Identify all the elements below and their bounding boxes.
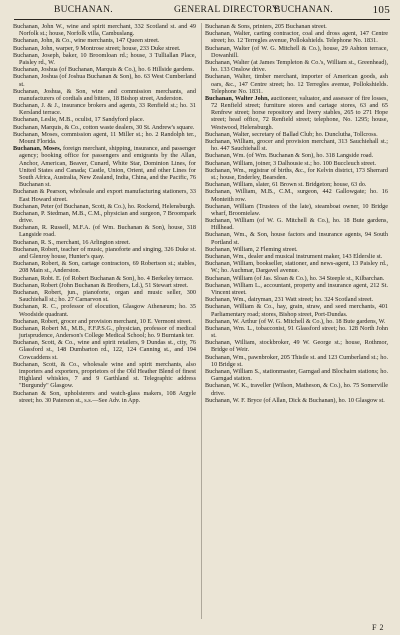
entry-text: Buchanan, W. F. Bryce (of Allan, Dick & Buchanan), ho. 10 Glasgow st. [205,396,385,404]
directory-entry [205,368,388,382]
directory-entry [205,188,388,202]
directory-entry [13,339,196,361]
column-divider [201,23,202,619]
directory-entry [205,160,388,167]
entry-text: Buchanan, Joseph, baker, 10 Broomloan rd.; house, 3 Tulliallan Place, Paisley rd., W. [13,51,196,66]
directory-entry [13,239,196,246]
header-center: GENERAL DIRECTORY. [174,5,281,15]
directory-entry [205,152,388,159]
entry-text: Buchanan, R. Russell, M.F.A. (of Wm. Buchanan & Son), house, 318 Langside road. [13,224,196,239]
directory-entry [205,73,388,95]
directory-entry [205,167,388,181]
directory-entry [205,397,388,404]
directory-entry [205,253,388,260]
entry-text: Buchanan, Robert, jun., pianoforte, organ and music seller, 300 Sauchiehall st.; ho. 27 Carnarvon st. [13,288,196,304]
directory-entry [13,224,196,238]
entry-text: Buchanan, William & Co., hay, grain, straw, and seed merchants, 401 Parliamentary road; stores, Bishop street, Port-Dundas. [205,303,388,318]
directory-entry [13,102,196,116]
entry-text: Buchanan, Joshua (of Buchanan, Marquis & Co.), ho. 6 Hillside gardens. [13,66,195,74]
entry-text: Buchanan, Marquis, & Co., cotton waste dealers, 30 St. Andrew's square. [13,123,195,131]
directory-entry [205,296,388,303]
directory-entry [205,282,388,296]
directory-entry [13,210,196,224]
entry-text: auctioneer, valuator, and assessor of fire losses, 72 Renfield street; furniture stores and cartage stores, 63 and 65 Renfrew street; horse repository and livery stables, 265 to 271 Hope street; head office, 72 Renfield street; telephone, No. 1295; house, Westwood, Helensburgh. [211,94,389,131]
entry-text: Buchanan & Pearson, wholesale and export manufacturing stationers, 33 East Howard street. [13,188,196,203]
entry-text: Buchanan, Walter (at James Templeton & Co.'s, William st., Greenhead), ho. 133 Onslow drive. [205,58,388,74]
page-number: 105 [372,4,390,16]
directory-entry [13,361,196,390]
directory-entry [205,95,388,131]
entry-text: Buchanan, Wm. L., tobacconist, 91 Glassford street; ho. 128 North John st. [205,324,388,340]
entry-text: Buchanan, W. Arthur (of W. G. Mitchell & Co.), ho. 18 Bute gardens, W. [205,317,386,325]
entry-text: Buchanan, William, joiner, 3 Dalhousie st.; ho. 100 Buccleuch street. [205,159,377,167]
entry-text: Buchanan & Sons, printers, 205 Buchanan street. [205,23,327,30]
entry-text: Buchanan, Joshua, & Son, wine and commission merchants, and manufacturers of cordials and bitters, 18 Bishop street, Anderston. [13,87,196,102]
directory-entry [205,30,388,44]
entry-text: Buchanan, William, M.B., C.M., surgeon, 442 Gallowgate; ho. 16 Monteith row. [205,188,388,203]
directory-entry [13,116,196,123]
directory-entry [13,390,196,404]
entry-text: Buchanan, Walter, secretary of Ballad Club; ho. Dunclutha, Tollcross. [205,130,378,138]
entry-text: Buchanan, John W., wine and spirit merchant, 332 Scotland st. and 49 Norfolk st.; house, Norfolk villa, Cambuslang. [13,23,196,38]
directory-entry [13,145,196,188]
entry-text: Buchanan, Robert, teacher of music, pianoforte and singing, 326 Duke st. and Glenroy house, Hunter's quay. [13,245,196,260]
directory-entry [13,260,196,274]
entry-text: Buchanan, Wm., dealer and musical instrument maker, 143 Elderslie st. [205,253,383,260]
directory-entry [13,37,196,44]
directory-entry [205,246,388,253]
entry-text: Buchanan, W. K., traveller (Wilson, Matheson, & Co.), ho. 75 Somerville drive. [205,382,388,397]
directory-entry [13,45,196,52]
directory-entry [205,131,388,138]
entry-text: Buchanan, William, stockbroker, 49 W. George st.; house, Rothmor, Bridge of Weir. [205,339,388,354]
entry-text: Buchanan, Robert, & Son, cartage contractors, 69 Robertson st.; stables, 208 Main st., Anderston. [13,260,196,275]
directory-entry [13,124,196,131]
entry-text: Buchanan, Robt. E. (of Robert Buchanan & Son), ho. 4 Berkeley terrace. [13,274,194,282]
directory-entry [13,325,196,339]
entry-text: Buchanan, Peter (of Buchanan, Scott, & Co.), ho. Rockend, Helensburgh. [13,202,196,210]
entry-text: Buchanan, Robert (John Buchanan & Brothers, Ld.), 51 Stewart street. [13,281,189,289]
entry-text: Buchanan, P. Stedman, M.B., C.M., physician and surgeon, 7 Broompark drive. [13,209,196,225]
directory-entry [13,66,196,73]
page-header [14,5,390,20]
entry-text: Buchanan & Son, upholsterers and watch-glass makers, 108 Argyle street; ho. 30 Paterson st., s.s.—See Adv. in App. [13,389,196,404]
right-column [205,23,388,404]
directory-entry [13,188,196,202]
entry-text: Buchanan, William S., stationmaster, Garngad and Blochairn stations; ho. Garngad station. [205,368,388,383]
directory-entry [205,260,388,274]
entry-text: Buchanan, Wm. (of Wm. Buchanan & Son), ho. 318 Langside road. [205,152,374,160]
directory-entry [13,73,196,87]
left-column [13,23,196,404]
directory-entry [205,318,388,325]
entry-text: Buchanan, J. & J., insurance brokers and agents, 33 Renfield st.; ho. 31 Kersland terrace. [13,102,196,117]
entry-text: Buchanan, Wm., pawnbroker, 205 Thistle st. and 123 Cumberland st.; ho. 10 Bridge st. [205,353,388,368]
entry-text: Buchanan, Joshua (of Joshua Buchanan & Son), ho. 63 West Cumberland st. [13,73,196,88]
directory-entry [13,88,196,102]
entry-name: Buchanan, Walter John, [205,94,270,102]
directory-entry [13,318,196,325]
directory-entry [13,52,196,66]
entry-text: Buchanan, Scott, & Co., wine and spirit retailers, 9 Dundas st., city, 76 Glassford st., 148 Dumbarton rd., 122, 124 Canning st., and 194 Cowcaddens st. [13,339,196,361]
directory-entry [13,282,196,289]
entry-text: Buchanan, Wm., & Son, house factors and insurance agents, 94 South Portland st. [205,231,388,246]
directory-entry [13,303,196,317]
directory-entry [13,23,196,37]
entry-text: Buchanan, Wm., registrar of births, &c., for Kelvin district, 173 Sherrard st.; house, Enderley, Bearsden. [205,166,388,181]
directory-entry [205,325,388,339]
header-left: BUCHANAN. [54,5,113,15]
signature-mark: F 2 [372,623,384,632]
entry-text: foreign merchant, shipping, insurance, and passenger agency; booking office for passengers and emigrants by the Allan, Anchor, American, Beaver, Cunard, White Star, Dominion Lines, for United States and Canada; Castle, Union, Orient, and other Lines for South Africa, Australia, New Zealand, India, China, and the Pacific, 76 Buchanan st. [19,145,196,189]
directory-entry [205,303,388,317]
directory-entry [13,275,196,282]
entry-text: Buchanan, William (Trustees of the late), steamboat owner, 10 Bridge wharf, Broomielaw. [205,202,388,217]
directory-entry [205,275,388,282]
directory-entry [13,289,196,303]
entry-name: Buchanan, Moses, [13,145,62,153]
directory-entry [205,203,388,217]
entry-text: Buchanan, Leslie, M.B., oculist, 17 Sandyford place. [13,116,145,124]
entry-text: Buchanan, Walter, timber merchant, importer of American goods, ash oars, &c., 147 Centre street; ho. 12 Terregles avenue, Pollokshields. Telephone No. 1831. [205,73,388,95]
entry-text: Buchanan, William, grocer and provision merchant, 313 Sauchiehall st.; ho. 447 Sauchiehall st. [205,138,388,153]
directory-entry [205,23,388,30]
entry-text: Buchanan, William L., accountant, property and insurance agent, 212 St. Vincent street. [205,281,388,296]
directory-entry [205,217,388,231]
entry-text: Buchanan, William, 2 Fleming street. [205,245,298,253]
directory-entry [205,181,388,188]
directory-entry [205,339,388,353]
directory-entry [205,382,388,396]
entry-text: Buchanan, John, & Co., wine merchants, 147 Queen street. [13,37,160,45]
entry-text: Buchanan, Walter (of W. G. Mitchell & Co.), house, 29 Ashton terrace, Dowanhill. [205,44,388,59]
directory-entry [13,131,196,145]
entry-text: Buchanan, William (of Jas. Sloan & Co.), ho. 34 Steeple st., Kilbarchan. [205,274,385,282]
entry-text: Buchanan, R. C., professor of elocution, Glasgow Athenæum; ho. 35 Woodside quadrant. [13,303,196,318]
entry-text: Buchanan, R. S., merchant, 16 Arlington street. [13,238,131,246]
entry-text: Buchanan, William (of W. G. Mitchell & Co.), ho. 18 Bute gardens, Hillhead. [205,217,388,232]
directory-entry [205,45,388,59]
directory-entry [205,354,388,368]
directory-entry [205,59,388,73]
entry-text: Buchanan, Moses, commission agent, 11 Miller st.; ho. 2 Randolph ter., Mount Florida. [13,130,196,145]
directory-entry [205,231,388,245]
directory-entry [205,138,388,152]
entry-text: Buchanan, Robert, grocer and provision merchant, 10 E. Vermont street. [13,317,192,325]
entry-text: Buchanan, Scott, & Co., wholesale wine and spirit merchants, also importers and exporters, proprietors of the Old Heather Blend of finest Highland whiskies, 7 and 9 Garthland st. Telegraphic address "Burgundy" Glasgow. [13,360,196,390]
entry-text: Buchanan, Robert M., M.B., F.F.P.S.G., physician, professor of medical jurisprudence, Anderson's College Medical School; ho. 9 Burntank ter. [13,324,196,340]
entry-text: Buchanan, John, warper, 9 Montrose street; house, 233 Duke street. [13,44,181,52]
directory-entry [13,246,196,260]
entry-text: Buchanan, William, slater, 61 Brown st. Bridgeton; house, 63 do. [205,181,367,189]
directory-entry [13,203,196,210]
header-right: BUCHANAN. [274,5,333,15]
entry-text: Buchanan, William, bookseller, stationer, and news-agent, 13 Paisley rd., W.; ho. Auchmar, Dargavel avenue. [205,260,388,275]
entry-text: Buchanan, Wm., dairyman, 231 Watt street; ho. 324 Scotland street. [205,296,374,304]
entry-text: Buchanan, Walter, carting contractor, coal and dross agent, 147 Centre street; ho. 12 Terregles avenue, Pollokshields. Telephone No. 1831. [205,30,388,45]
